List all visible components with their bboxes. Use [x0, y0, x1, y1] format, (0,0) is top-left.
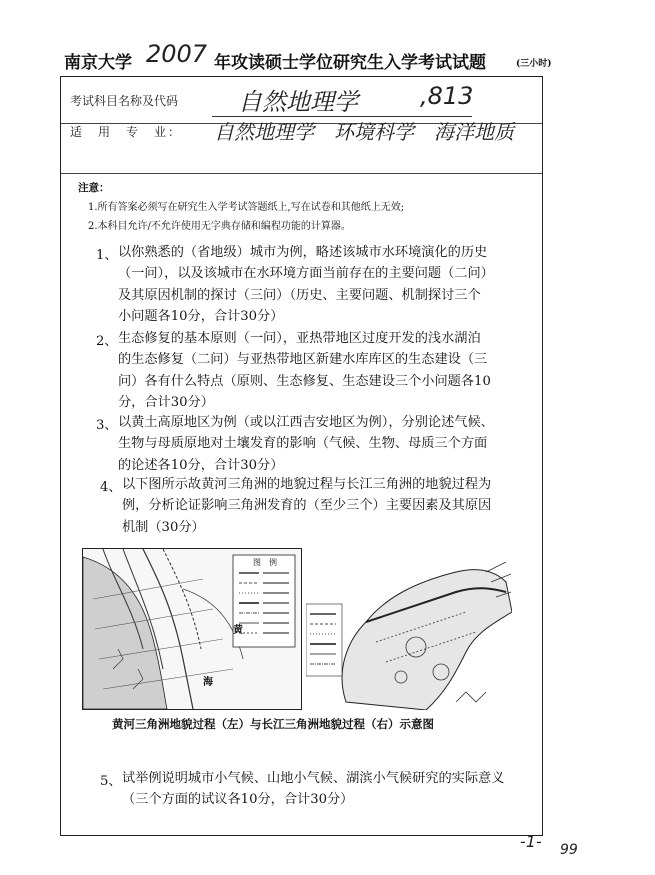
question-number: 1、	[96, 248, 118, 263]
divider	[61, 173, 542, 174]
question-line: 小问题各10分，合计30分）	[118, 309, 284, 325]
sea-label: 黄	[233, 625, 243, 636]
question-line: 以你熟悉的（省地级）城市为例，略述该城市水环境演化的历史	[118, 245, 488, 260]
question-4	[122, 474, 562, 538]
delta-map-drawing	[306, 552, 512, 710]
notice-title: 注意：	[78, 182, 110, 194]
question-number: 5、	[100, 774, 122, 789]
exam-duration: (三小时)	[516, 59, 552, 69]
question-number: 4、	[100, 480, 122, 495]
notice-item: 1.所有答案必须写在研究生入学考试答题纸上,写在试卷和其他纸上无效;	[88, 202, 405, 213]
sea-label: 海	[203, 677, 213, 688]
question-line: 生物与母质原地对土壤发育的影响（气候、生物、母质三个方面	[118, 436, 488, 452]
question-line: 以黄土高原地区为例（或以江西吉安地区为例），分别论述气候、	[118, 415, 494, 430]
figure-caption: 黄河三角洲地貌过程（左）与长江三角洲地貌过程（右）示意图	[112, 717, 434, 731]
question-line: 分，合计30分）	[118, 395, 214, 411]
question-number: 2、	[96, 334, 118, 349]
legend-title: 图 例	[253, 558, 277, 567]
subject-value: 自然地理学	[238, 88, 358, 116]
major-label: 适 用 专 业：	[70, 125, 183, 139]
subject-code: ,813	[420, 82, 474, 110]
question-line: 生态修复的基本原则（一问），亚热带地区过度开发的浅水湖泊	[118, 331, 481, 346]
question-line: 试举例说明城市小气候、山地小气候、湖滨小气候研究的实际意义	[122, 771, 505, 786]
question-5	[122, 768, 542, 811]
question-line: 及其原因机制的探讨（三问）（历史、主要问题、机制探讨三个	[118, 287, 481, 303]
page-number: -1-	[520, 832, 542, 851]
yellow-river-delta-map	[82, 548, 302, 710]
university-name: 南京大学	[64, 53, 132, 73]
question-line: 问）各有什么特点（原则、生态修复、生态建设三个小问题各10	[118, 373, 491, 389]
question-3	[118, 412, 558, 476]
question-line: 的论述各10分，合计30分）	[118, 457, 284, 473]
question-line: 以下图所示故黄河三角洲的地貌过程与长江三角洲的地貌过程为	[122, 477, 492, 492]
question-line: 的生态修复（二问）与亚热带地区新建水库库区的生态建设（三	[118, 352, 488, 368]
question-line: 机制（30分）	[122, 519, 205, 535]
corner-number: 99	[560, 842, 578, 858]
exam-title: 年攻读硕士学位研究生入学考试试题	[214, 53, 486, 73]
exam-year: 2007	[146, 40, 208, 68]
subject-label: 考试科目名称及代码	[70, 94, 179, 108]
yangtze-river-delta-map	[306, 552, 512, 710]
question-1	[118, 242, 558, 328]
delta-map-drawing	[83, 549, 301, 709]
question-line: （一问），以及该城市在水环境方面当前存在的主要问题（二问）	[118, 266, 494, 282]
notice-item: 2.本科目允许/不允许使用无字典存储和编程功能的计算器。	[88, 221, 351, 232]
major-value: 自然地理学 环境科学 海洋地质	[214, 120, 514, 144]
question-line: （三个方面的试议各10分，合计30分）	[122, 792, 354, 808]
question-number: 3、	[96, 418, 118, 433]
question-2	[118, 328, 558, 414]
question-line: 例，分析论证影响三角洲发育的（至少三个）主要因素及其原因	[122, 498, 492, 514]
